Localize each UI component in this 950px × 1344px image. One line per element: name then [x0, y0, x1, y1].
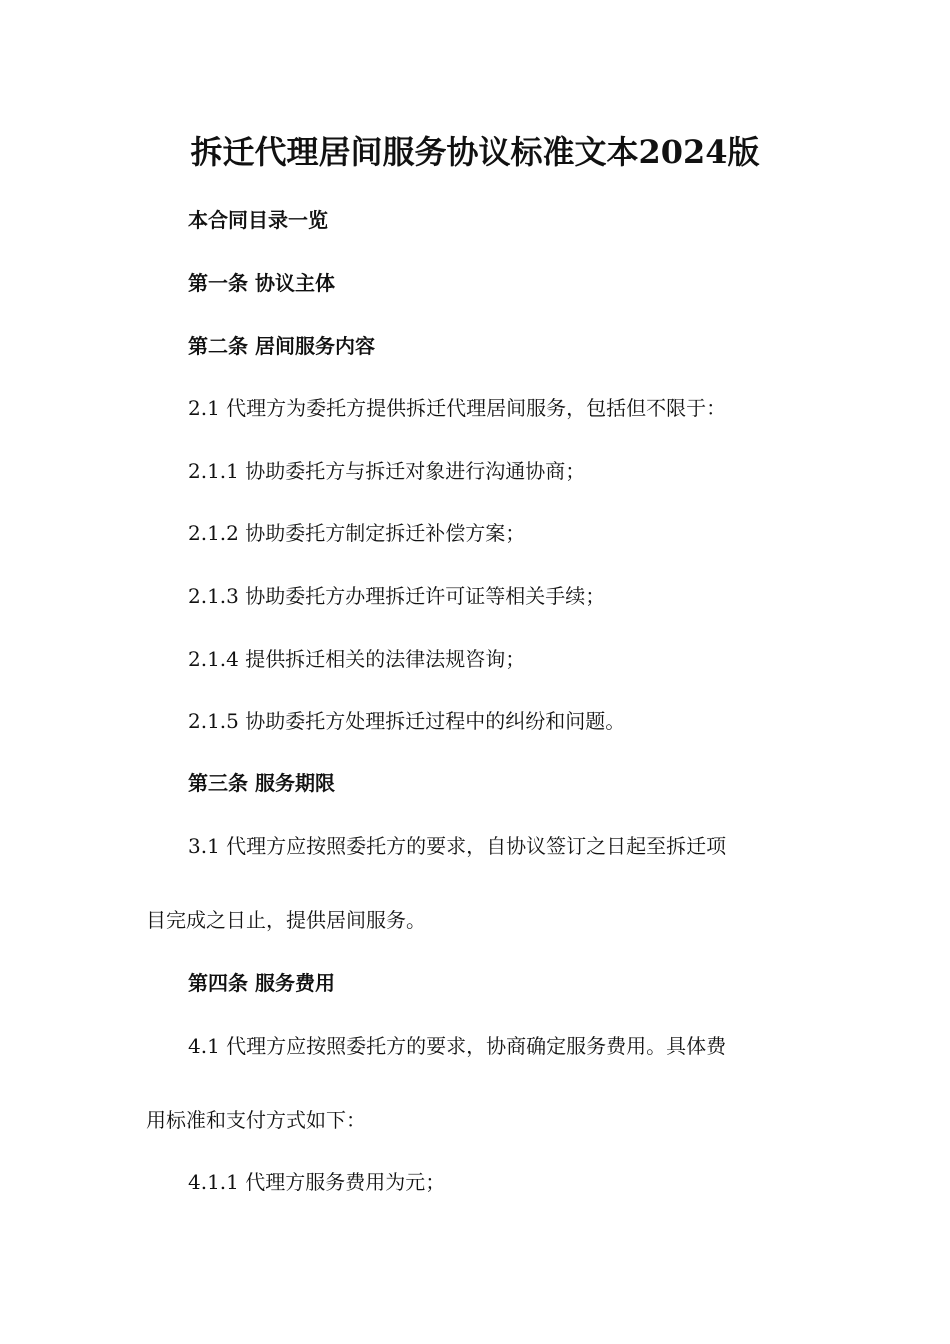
- clause-2-1-3: 2.1.3 协助委托方办理拆迁许可证等相关手续；: [188, 584, 606, 608]
- clause-2-1-1: 2.1.1 协助委托方与拆迁对象进行沟通协商；: [188, 459, 586, 483]
- clause-4-1-1: 4.1.1 代理方服务费用为元；: [188, 1170, 446, 1194]
- clause-4-1-line2: 用标准和支付方式如下：: [146, 1108, 366, 1132]
- article-4-heading: 第四条 服务费用: [188, 971, 335, 995]
- clause-2-1-5: 2.1.5 协助委托方处理拆迁过程中的纠纷和问题。: [188, 709, 626, 733]
- clause-3-1-line2: 目完成之日止，提供居间服务。: [146, 908, 426, 932]
- article-1-heading: 第一条 协议主体: [188, 271, 335, 295]
- article-2-heading: 第二条 居间服务内容: [188, 334, 375, 358]
- clause-4-1-line1: 4.1 代理方应按照委托方的要求，协商确定服务费用。具体费: [188, 1034, 727, 1058]
- clause-2-1: 2.1 代理方为委托方提供拆迁代理居间服务，包括但不限于：: [188, 396, 727, 420]
- clause-2-1-2: 2.1.2 协助委托方制定拆迁补偿方案；: [188, 521, 526, 545]
- toc-heading: 本合同目录一览: [188, 208, 328, 232]
- document-title: 拆迁代理居间服务协议标准文本2024版: [190, 133, 760, 171]
- clause-2-1-4: 2.1.4 提供拆迁相关的法律法规咨询；: [188, 647, 526, 671]
- clause-3-1-line1: 3.1 代理方应按照委托方的要求，自协议签订之日起至拆迁项: [188, 834, 727, 858]
- article-3-heading: 第三条 服务期限: [188, 771, 335, 795]
